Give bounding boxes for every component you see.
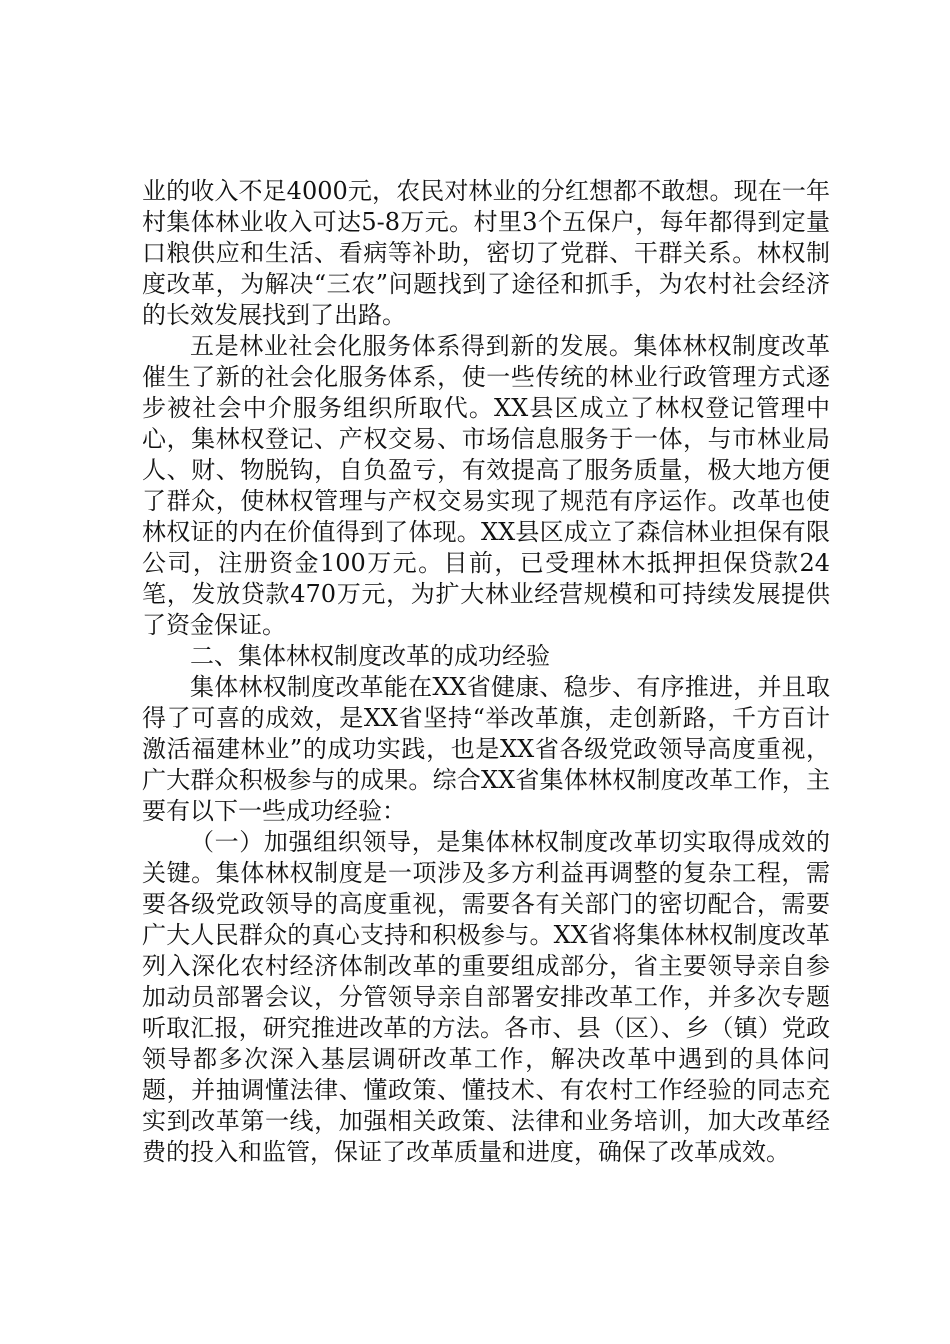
section-heading-success-experience: 二、集体林权制度改革的成功经验 — [190, 642, 550, 670]
paragraph-forestry-service-system: 五是林业社会化服务体系得到新的发展。集体林权制度改革催生了新的社会化服务体系，使一些传统的林业行政管理方式逐步被社会中介服务组织所取代。XX县区成立了林权登记管理中心，集林权登记、产权交易、市场信息服务于一体，与市林业局人、财、物脱钩，自负盈亏，有效提高了服务质量，极大地方便了群众，使林权管理与产权交易实现了规范有序运作。改革也使林权证的内在价值得到了体现。XX县区成立了森信林业担保有限公司，注册资金100万元。目前，已受理林木抵押担保贷款24笔，发放贷款470万元，为扩大林业经营规模和可持续发展提供了资金保证。 — [142, 332, 830, 639]
document-page — [142, 176, 830, 1168]
paragraph-success-overview: 集体林权制度改革能在XX省健康、稳步、有序推进，并且取得了可喜的成效，是XX省坚持“举改革旗，走创新路，千方百计激活福建林业”的成功实践，也是XX省各级党政领导高度重视，广大群众积极参与的成果。综合XX省集体林权制度改革工作，主要有以下一些成功经验： — [142, 673, 830, 825]
paragraph-organizational-leadership: （一）加强组织领导，是集体林权制度改革切实取得成效的关键。集体林权制度是一项涉及多方利益再调整的复杂工程，需要各级党政领导的高度重视，需要各有关部门的密切配合，需要广大人民群众的真心支持和积极参与。XX省将集体林权制度改革列入深化农村经济体制改革的重要组成部分，省主要领导亲自参加动员部署会议，分管领导亲自部署安排改革工作，并多次专题听取汇报，研究推进改革的方法。各市、县（区）、乡（镇）党政领导都多次深入基层调研改革工作，解决改革中遇到的具体问题，并抽调懂法律、懂政策、懂技术、有农村工作经验的同志充实到改革第一线，加强相关政策、法律和业务培训，加大改革经费的投入和监管，保证了改革质量和进度，确保了改革成效。 — [142, 828, 830, 1166]
paragraph-continuation: 业的收入不足4000元，农民对林业的分红想都不敢想。现在一年村集体林业收入可达5-8万元。村里3个五保户，每年都得到定量口粮供应和生活、看病等补助，密切了党群、干群关系。林权制度改革，为解决“三农”问题找到了途径和抓手，为农村社会经济的长效发展找到了出路。 — [142, 177, 830, 329]
